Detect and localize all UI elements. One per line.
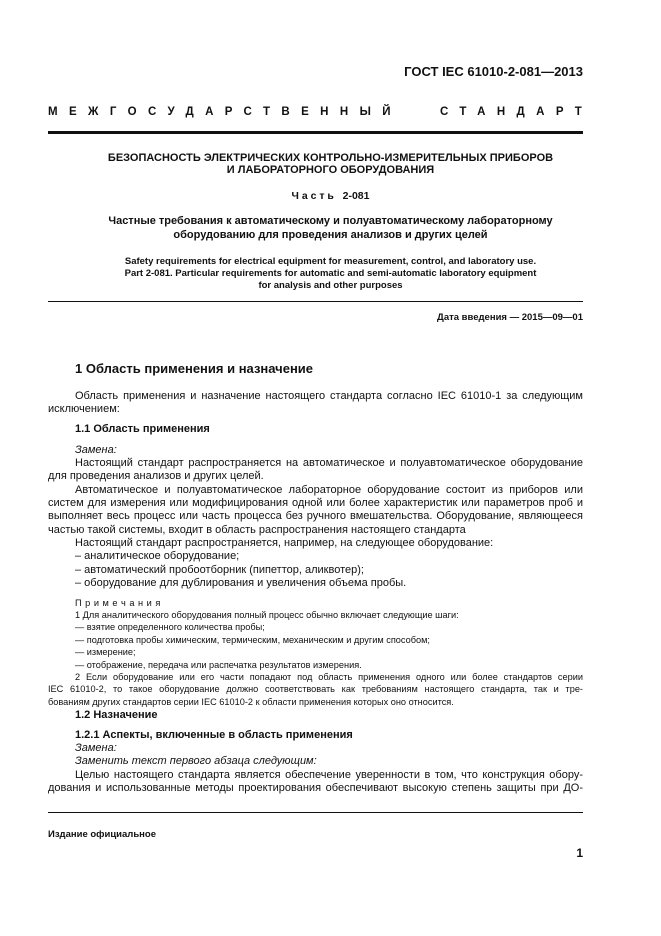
english-title-line-1: Safety requirements for electrical equipment for measurement, control, and laboratory use. bbox=[124, 256, 537, 267]
subsection-heading-1-2-1: 1.2.1 Аспекты, включенные в область применения bbox=[75, 729, 353, 741]
english-title-line-2: Part 2-081. Particular requirements for automatic and semi-automatic laboratory equipment bbox=[124, 268, 537, 279]
replacement-label-1: Замена: bbox=[75, 444, 117, 456]
section-heading: 1 Область применения и назначение bbox=[75, 361, 314, 376]
note-line: 2 Если оборудование или его части попадают под область применения одного или более стандартов серии bbox=[75, 672, 583, 683]
equipment-list bbox=[75, 550, 406, 591]
subsection-heading-1-1: 1.1 Область применения bbox=[75, 423, 210, 435]
title-line-1: БЕЗОПАСНОСТЬ ЭЛЕКТРИЧЕСКИХ КОНТРОЛЬНО-ИЗМЕРИТЕЛЬНЫХ ПРИБОРОВ bbox=[107, 152, 554, 164]
paragraph-examples: Настоящий стандарт распространяется, например, на следующее оборудование: bbox=[75, 537, 494, 549]
edition-label: Издание официальное bbox=[48, 829, 156, 840]
paragraph-automatic-equipment bbox=[48, 484, 583, 537]
note-line: бованиям других стандартов серии IEC 61010-2 к области применения которых оно относится. bbox=[48, 696, 454, 707]
paragraph-scope-line-2: для проведения анализов и других целей. bbox=[48, 470, 264, 483]
list-item: – оборудование для дублирования и увеличения объема пробы. bbox=[75, 577, 407, 590]
paragraph-auto-line-2: систем для измерения или модифицирования одной или более характеристик или параметров проб и bbox=[48, 497, 583, 510]
paragraph-scope bbox=[48, 457, 583, 483]
english-title-line-3: for analysis and other purposes bbox=[258, 280, 403, 291]
subtitle-line-2: оборудованию для проведения анализов и других целей bbox=[173, 229, 488, 241]
note-line: 1 Для аналитического оборудования полный процесс обычно включает следующие шаги: bbox=[75, 610, 459, 620]
replacement-label-2: Замена: bbox=[75, 742, 117, 754]
paragraph-purpose-line-2: дования и использованные методы проектирования обеспечивают высокую степень защиты при ДО- bbox=[48, 782, 583, 795]
page-number: 1 bbox=[576, 846, 583, 860]
notes-heading: П р и м е ч а н и я bbox=[75, 598, 161, 608]
paragraph-intro-line-2: исключением: bbox=[48, 403, 120, 416]
title-rule bbox=[48, 301, 583, 302]
note-line: — измерение; bbox=[75, 647, 136, 658]
paragraph-auto-line-4: частью такой системы, входит в область распространения настоящего стандарта bbox=[48, 523, 466, 536]
introduction-date: Дата введения — 2015—09—01 bbox=[437, 312, 583, 323]
title-line-2: И ЛАБОРАТОРНОГО ОБОРУДОВАНИЯ bbox=[226, 164, 435, 176]
note-line: — взятие определенного количества пробы; bbox=[75, 622, 265, 633]
paragraph-purpose-line-1: Целью настоящего стандарта является обеспечение уверенности в том, что конструкция обору- bbox=[75, 769, 583, 781]
header-rule bbox=[48, 131, 583, 134]
standard-label-left: МЕЖГОСУДАРСТВЕННЫЙ bbox=[48, 106, 402, 118]
paragraph-auto-line-3: выполняет весь процесс или часть процесса без ручного вмешательства. Оборудование, являющееся bbox=[48, 510, 583, 523]
paragraph-purpose bbox=[48, 769, 583, 795]
note-line: IEC 61010-2, то такое оборудование должно соответствовать как требованиям настоящего стандарта, так и тре- bbox=[48, 684, 583, 695]
footer-rule bbox=[48, 812, 583, 813]
subsection-heading-1-2: 1.2 Назначение bbox=[75, 709, 158, 721]
replace-instruction: Заменить текст первого абзаца следующим: bbox=[75, 755, 317, 767]
paragraph-intro-line-1: Область применения и назначение настоящего стандарта согласно IEC 61010-1 за следующим bbox=[75, 390, 583, 402]
standard-label-right: СТАНДАРТ bbox=[440, 106, 594, 118]
subtitle-line-1: Частные требования к автоматическому и полуавтоматическому лабораторному bbox=[108, 215, 553, 227]
list-item: – аналитическое оборудование; bbox=[75, 550, 240, 562]
part-label: Ч а с т ь 2-081 bbox=[291, 190, 370, 202]
notes-block bbox=[48, 609, 583, 708]
paragraph-scope-line-1: Настоящий стандарт распространяется на автоматическое и полуавтоматическое оборудование bbox=[75, 457, 583, 469]
document-code: ГОСТ IEC 61010-2-081—2013 bbox=[404, 64, 583, 79]
note-line: — подготовка пробы химическим, термическим, механическим и другим способом; bbox=[75, 634, 430, 645]
paragraph-intro bbox=[48, 390, 583, 416]
paragraph-auto-line-1: Автоматическое и полуавтоматическое лабораторное оборудование состоит из приборов или bbox=[75, 484, 583, 496]
note-line: — отображение, передача или распечатка результатов измерения. bbox=[75, 659, 362, 670]
list-item: – автоматический пробоотборник (пипеттор, аликвотер); bbox=[75, 563, 364, 576]
